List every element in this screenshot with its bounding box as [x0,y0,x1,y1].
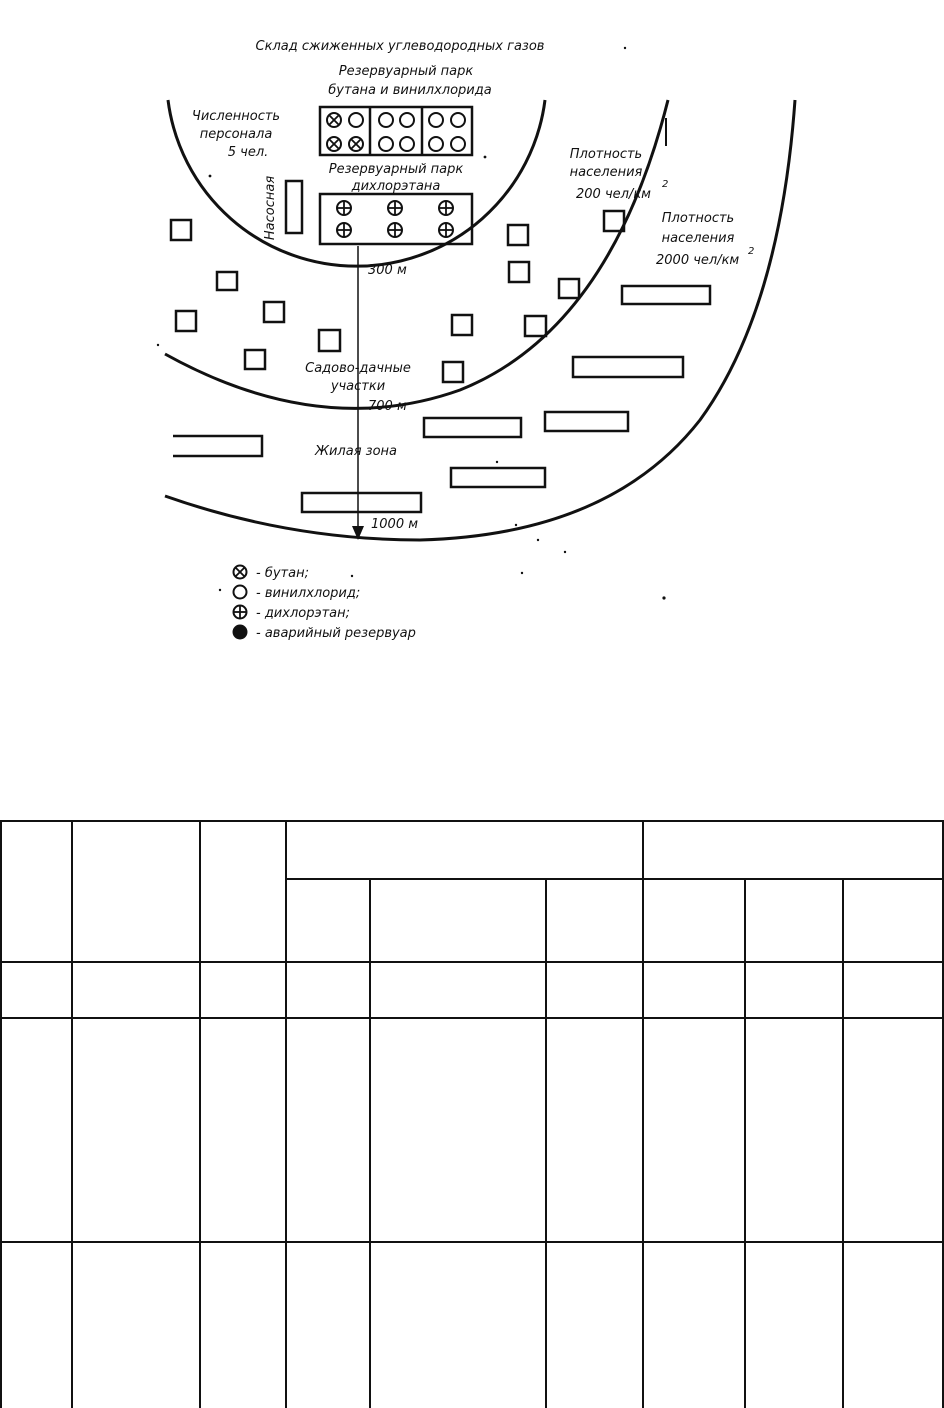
personnel-label-2: персонала [199,127,273,142]
butane-icon [234,566,247,579]
tank-vinyl-chloride [379,113,393,127]
personnel-label-1: Численность [191,109,281,124]
vinyl-chloride-icon [234,586,247,599]
legend-label-emergency-tank: - аварийный резервуар [256,626,416,641]
park-dce-label-1: Резервуарный парк [328,162,464,177]
site-title: Склад сжиженных углеводородных газов [255,39,545,54]
tank-vinyl-chloride [429,113,443,127]
density-200-sup: 2 [662,179,669,190]
tank-vinyl-chloride [429,137,443,151]
density-2000-sup: 2 [748,246,755,257]
blank-table [0,820,944,1408]
tank-dichloroethane [439,201,453,215]
tank-vinyl-chloride [451,113,465,127]
tank-vinyl-chloride [349,113,363,127]
distance-1000m: 1000 м [371,517,419,532]
tank-vinyl-chloride [379,137,393,151]
density-200-label-2: населения [569,165,643,180]
park-butane-label-1: Резервуарный парк [338,64,474,79]
pump-station-label: Насосная [263,175,278,241]
tank-butane [327,137,341,151]
zone-1000m-arc [165,100,795,540]
emergency-tank-icon [234,626,247,639]
density-2000-label-3: 2000 чел/км [656,253,740,268]
personnel-label-3: 5 чел. [227,145,269,160]
tank-dichloroethane [439,223,453,237]
legend-label-vinyl-chloride: - винилхлорид; [256,586,361,601]
tank-butane [327,113,341,127]
dichloroethane-icon [234,606,247,619]
tank-dichloroethane [337,201,351,215]
density-200-label-3: 200 чел/км [576,187,651,202]
density-2000-label-2: населения [661,231,735,246]
park-dce-label-2: дихлорэтана [351,179,441,194]
tank-vinyl-chloride [400,137,414,151]
distance-300m: 300 м [368,263,407,278]
tank-vinyl-chloride [400,113,414,127]
tank-dichloroethane [388,223,402,237]
tank-dichloroethane [337,223,351,237]
distance-700m: 700 м [368,399,407,414]
park-butane-label-2: бутана и винилхлорида [328,83,492,98]
residential-zone-label: Жилая зона [314,444,398,459]
pump-station [286,181,302,233]
density-200-label-1: Плотность [569,147,643,162]
tank-vinyl-chloride [451,137,465,151]
residential-buildings [173,286,710,512]
legend-label-butane: - бутан; [256,566,309,581]
density-2000-label-1: Плотность [661,211,735,226]
legend-label-dichloroethane: - дихлорэтан; [256,606,351,621]
garden-label-1: Садово-дачные [305,361,411,376]
legend [234,566,416,642]
garden-label-2: участки [330,379,386,394]
tank-park-butane-vinyl [320,107,472,155]
tank-butane [349,137,363,151]
tank-dichloroethane [388,201,402,215]
